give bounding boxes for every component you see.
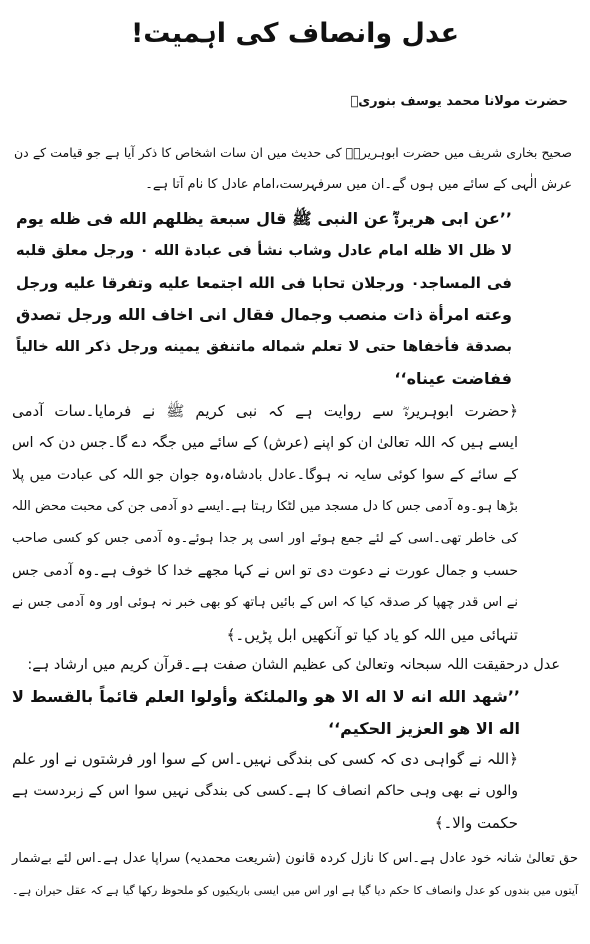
arabic-text-line: بصدقة فأخفاها حتی لا تعلم شماله ماتنفق یمینه ورجل ذكر الله خالیاً [16,339,512,355]
translation-line: ایسے ہیں کہ اللہ تعالیٰ ان کو اپنے (عرش) کے سائے میں جگہ دے گا۔جس دن کہ اس [11,435,518,451]
article-title: عدل وانصاف کی اہمیت! [130,18,460,49]
translation-line: نے اس قدر چھپا کر صدقہ کیا کہ اس کے بائیں ہاتھ کو بھی خبر نہ ہوئی اور وہ آدمی جس نے [12,595,518,610]
translation-line: کے سائے کے سوا کوئی سایہ نہ ہوگا۔عادل بادشاہ،وہ جوان جو اللہ کی عبادت میں پلا [12,467,518,483]
body-line: عدل درحقیقت اللہ سبحانہ وتعالیٰ کی عظیم الشان صفت ہے۔قرآن کریم میں ارشاد ہے: [27,657,560,673]
translation-line: حسب و جمال عورت نے دعوت دی تو اس نے کہا مجھے خدا کا خوف ہے۔وہ آدمی جس [12,563,518,579]
translation-line: حکمت والا۔﴾ [434,814,518,832]
translation-line: ﴿حضرت ابوہریرہؓ سے روایت ہے کہ نبی کریم ﷺ نے فرمایا۔سات آدمی [12,402,518,420]
translation-line: بڑھا ہو۔وہ آدمی جس کا دل مسجد میں لٹکا رہتا ہے۔ایسے دو آدمی جن کی محبت محض اللہ [11,499,518,514]
author-name: حضرت مولانا محمد یوسف بنوریؒ [350,94,568,109]
translation-line: تنہائی میں اللہ کو یاد کیا تو آنکھیں ابل پڑیں۔﴾ [226,626,518,644]
arabic-text-line: اله الا هو العزیز الحکیم‘‘ [328,719,520,738]
translation-line: کی خاطر تھی۔اسی کے لئے جمع ہوئے اور اسی پر جدا ہوئے۔وہ آدمی جس کو کسی صاحب [12,531,518,546]
arabic-text-line: ’’عن ابی ھریرۃؓ عن النبی ﷺ قال سبعة يظلهم الله فی ظله یوم [16,209,512,228]
arabic-text-line: فی المساجد۰ ورجلان تحابا فی الله اجتمعا علیه وتفرقا علیه ورجل [16,274,512,292]
body-line: عرش الٰہی کے سائے میں ہوں گے۔ان میں سرفہرست،امام عادل کا نام آتا ہے۔ [145,177,572,192]
translation-line: ﴿اللہ نے گواہی دی کہ کسی کی بندگی نہیں۔اس کے سوا اور فرشتوں نے اور علم [12,750,518,768]
translation-line: والوں نے بھی وہی حاکم انصاف کا ہے۔کسی کی بندگی نہیں سوا اس کے زبردست ہے [12,783,518,799]
arabic-text-line: وعته امرأة ذات منصب وجمال فقال انی اخاف الله ورجل تصدق [16,305,512,324]
body-line: صحیح بخاری شریف میں حضرت ابوہریرہؓ کی حدیث میں ان سات اشخاص کا ذکر آیا ہے جو قیامت کے دن [14,145,572,160]
body-line: حق تعالیٰ شانہ خود عادل ہے۔اس کا نازل کردہ قانون (شریعت محمدیہ) سراپا عدل ہے۔اس لئے بےشمار [12,851,578,866]
body-line: آیتوں میں بندوں کو عدل وانصاف کا حکم دیا گیا ہے اور اس میں ایسی باریکیوں کو ملحوظ رکھا گیا ہے کہ عقل حیران ہے۔ [12,884,578,897]
arabic-text-line: لا ظل الا ظله امام عادل وشاب نشأ فی عبادة الله ۰ ورجل معلق قلبه [16,243,512,259]
arabic-text-line: ففاضت عیناه‘‘ [394,369,512,388]
arabic-text-line: ’’شهد الله انه لا اله الا هو والملئكة وأولوا العلم قائماً بالقسط لا [12,687,520,706]
